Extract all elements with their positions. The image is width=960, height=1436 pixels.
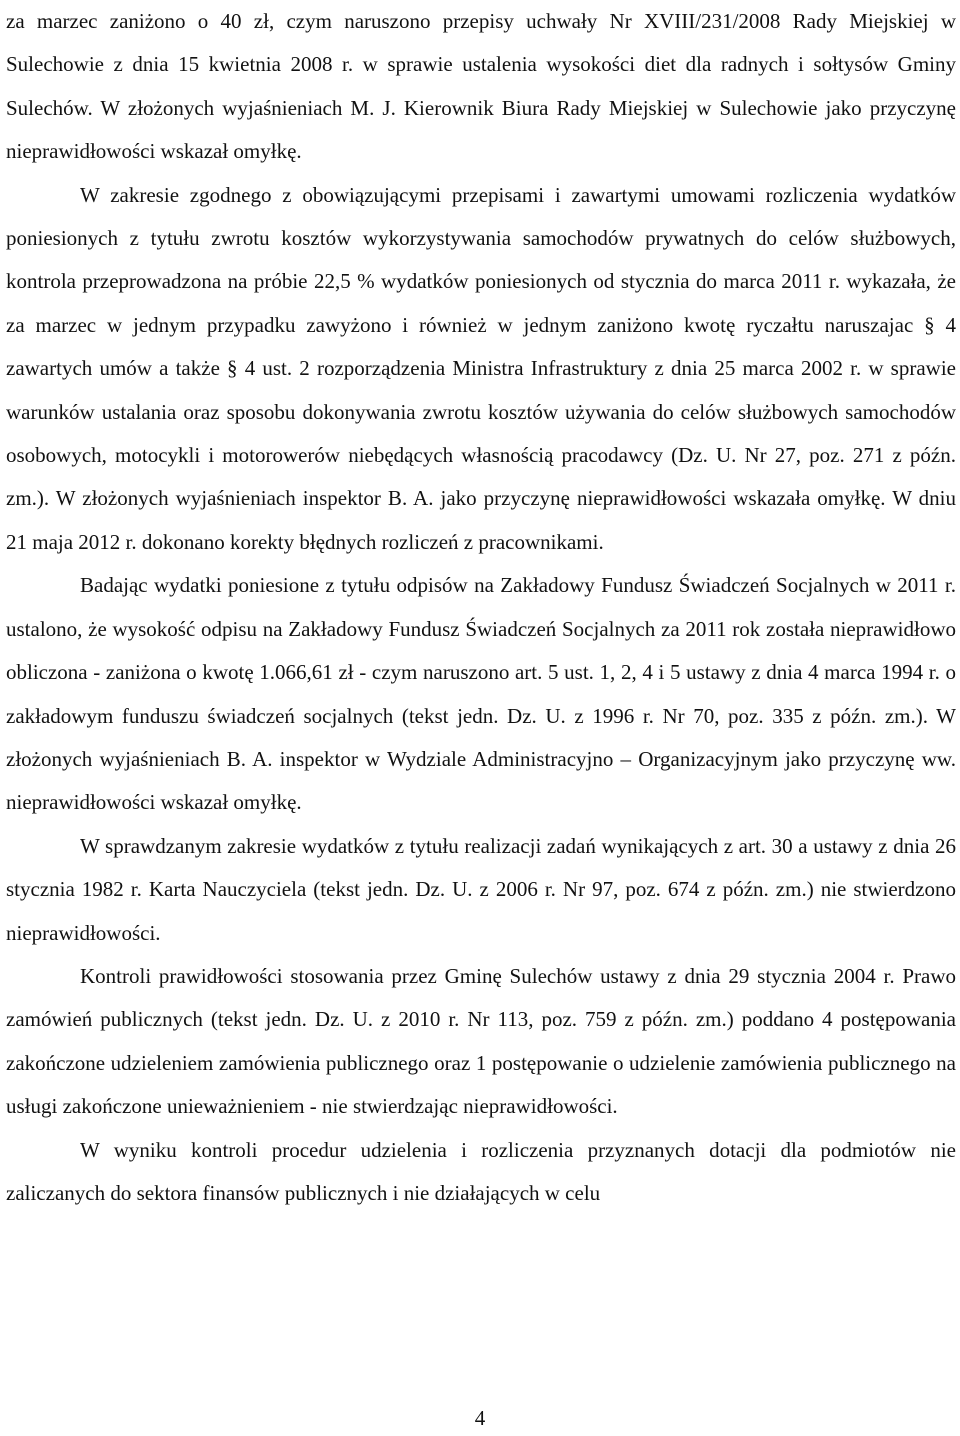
- paragraph-social-fund: Badając wydatki poniesione z tytułu odpisów na Zakładowy Fundusz Świadczeń Socjalnych w 2011 r. ustalono, że wysokość odpisu na Zakładowy Fundusz Świadczeń Socjalnych za 2011 rok została nieprawidłowo obliczona - zaniżona o kwotę 1.066,61 zł - czym naruszono art. 5 ust. 1, 2, 4 i 5 ustawy z dnia 4 marca 1994 r. o zakładowym funduszu świadczeń socjalnych (tekst jedn. Dz. U. z 1996 r. Nr 70, poz. 335 z późn. zm.). W złożonych wyjaśnieniach B. A. inspektor w Wydziale Administracyjno – Organizacyjnym jako przyczynę ww. nieprawidłowości wskazał omyłkę.: [6, 573, 956, 815]
- page-number: 4: [474, 1406, 486, 1430]
- paragraph-private-cars: W zakresie zgodnego z obowiązującymi przepisami i zawartymi umowami rozliczenia wydatków poniesionych z tytułu zwrotu kosztów wykorzystywania samochodów prywatnych do celów służbowych, kontrola przeprowadzona na próbie 22,5 % wydatków poniesionych od stycznia do marca 2011 r. wykazała, że za marzec w jednym przypadku zawyżono i również w jednym zaniżono kwotę ryczałtu naruszajac § 4 zawartych umów a także § 4 ust. 2 rozporządzenia Ministra Infrastruktury z dnia 25 marca 2002 r. w sprawie warunków ustalania oraz sposobu dokonywania zwrotu kosztów używania do celów służbowych samochodów osobowych, motocykli i motorowerów niebędących własnością pracodawcy (Dz. U. Nr 27, poz. 271 z późn. zm.). W złożonych wyjaśnieniach inspektor B. A. jako przyczynę nieprawidłowości wskazała omyłkę. W dniu 21 maja 2012 r. dokonano korekty błędnych rozliczeń z pracownikami.: [6, 182, 956, 554]
- paragraph-public-procurement: Kontroli prawidłowości stosowania przez Gminę Sulechów ustawy z dnia 29 stycznia 2004 r. Prawo zamówień publicznych (tekst jedn. Dz. U. z 2010 r. Nr 113, poz. 759 z późn. zm.) poddano 4 postępowania zakończone udzieleniem zamówienia publicznego oraz 1 postępowanie o udzielenie zamówienia publicznego na usługi zakończone unieważnieniem - nie stwierdzając nieprawidłowości.: [6, 963, 956, 1119]
- document-body: [6, 0, 956, 1215]
- paragraph-grants: W wyniku kontroli procedur udzielenia i rozliczenia przyznanych dotacji dla podmiotów nie zaliczanych do sektora finansów publicznych i nie działających w celu: [6, 1137, 956, 1205]
- paragraph-diet-councillors: za marzec zaniżono o 40 zł, czym naruszono przepisy uchwały Nr XVIII/231/2008 Rady Miejskiej w Sulechowie z dnia 15 kwietnia 2008 r. w sprawie ustalenia wysokości diet dla radnych i sołtysów Gminy Sulechów. W złożonych wyjaśnieniach M. J. Kierownik Biura Rady Miejskiej w Sulechowie jako przyczynę nieprawidłowości wskazał omyłkę.: [6, 9, 956, 164]
- paragraph-teachers-charter: W sprawdzanym zakresie wydatków z tytułu realizacji zadań wynikających z art. 30 a ustawy z dnia 26 stycznia 1982 r. Karta Nauczyciela (tekst jedn. Dz. U. z 2006 r. Nr 97, poz. 674 z późn. zm.) nie stwierdzono nieprawidłowości.: [6, 833, 956, 945]
